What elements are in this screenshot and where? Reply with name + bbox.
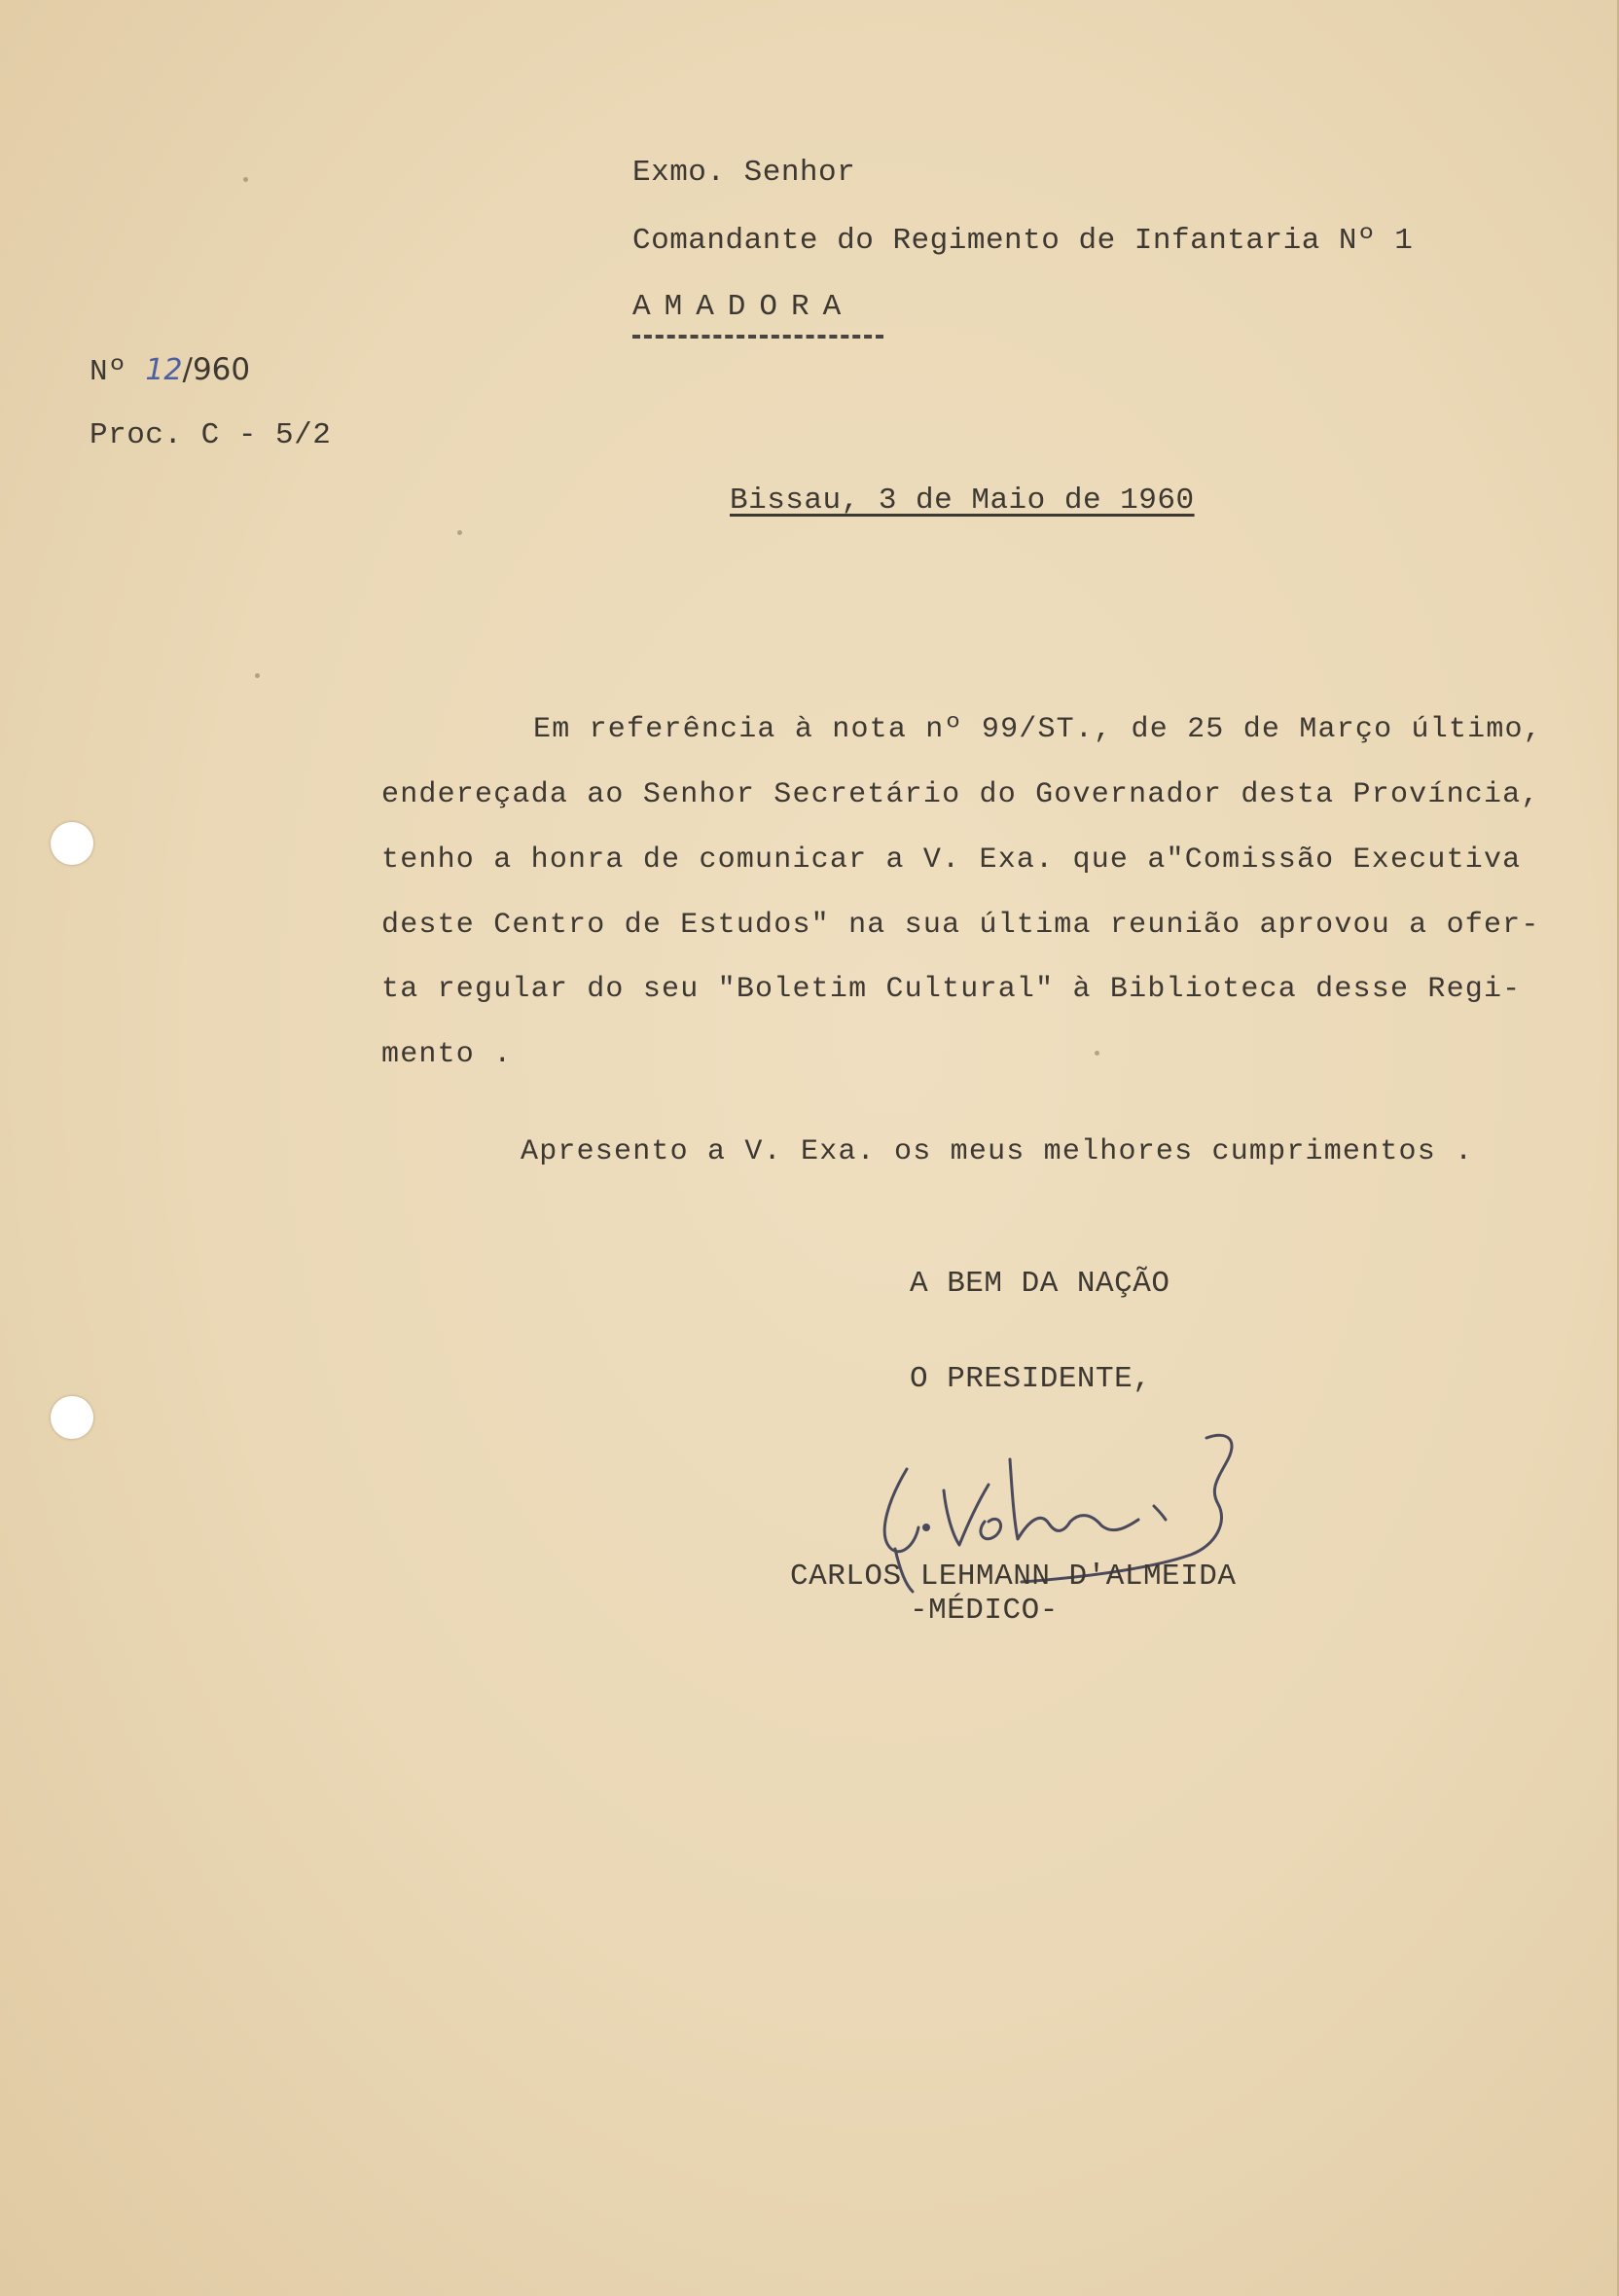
- letter-date: Bissau, 3 de Maio de 1960: [730, 484, 1195, 518]
- paper-speck: [255, 673, 260, 678]
- reference-number-suffix: /960: [182, 352, 251, 387]
- address-city: AMADORA: [632, 290, 855, 324]
- body-line: ta regular do seu "Boletim Cultural" à Biblioteca desse Regi-: [381, 973, 1522, 1006]
- paper-speck: [243, 177, 248, 182]
- body-line: endereçada ao Senhor Secretário do Governador desta Província,: [381, 778, 1540, 811]
- signatory-title: -MÉDICO-: [910, 1594, 1059, 1628]
- reference-number: [90, 352, 250, 389]
- punch-hole-bottom: [51, 1396, 93, 1439]
- body-line: Em referência à nota nº 99/ST., de 25 de Março último,: [533, 713, 1542, 746]
- city-underline: [632, 335, 883, 339]
- body-line: deste Centro de Estudos" na sua última reunião aprovou a ofer-: [381, 909, 1540, 942]
- signatory-role: O PRESIDENTE,: [910, 1362, 1152, 1396]
- signature-stroke: [884, 1469, 918, 1552]
- paper-speck: [457, 530, 462, 535]
- body-line: mento .: [381, 1038, 513, 1071]
- address-salutation: Exmo. Senhor: [632, 156, 856, 190]
- reference-number-handwritten: 12: [145, 353, 183, 387]
- reference-number-label: Nº: [90, 355, 127, 389]
- reference-process: Proc. C - 5/2: [90, 418, 332, 452]
- body-line: tenho a honra de comunicar a V. Exa. que a"Comissão Executiva: [381, 843, 1522, 877]
- address-recipient: Comandante do Regimento de Infantaria Nº 1: [632, 224, 1414, 258]
- signature-dot: [924, 1525, 929, 1530]
- signatory-name: CARLOS LEHMANN D'ALMEIDA: [790, 1560, 1237, 1594]
- signature-stroke: [1154, 1506, 1166, 1520]
- paper-speck: [1095, 1051, 1099, 1056]
- signature-stroke: [1010, 1459, 1138, 1539]
- courtesy-line: Apresento a V. Exa. os meus melhores cumprimentos .: [521, 1135, 1474, 1168]
- punch-hole-top: [51, 822, 93, 865]
- closing-line: A BEM DA NAÇÃO: [910, 1267, 1170, 1301]
- signature-stroke: [981, 1519, 1001, 1538]
